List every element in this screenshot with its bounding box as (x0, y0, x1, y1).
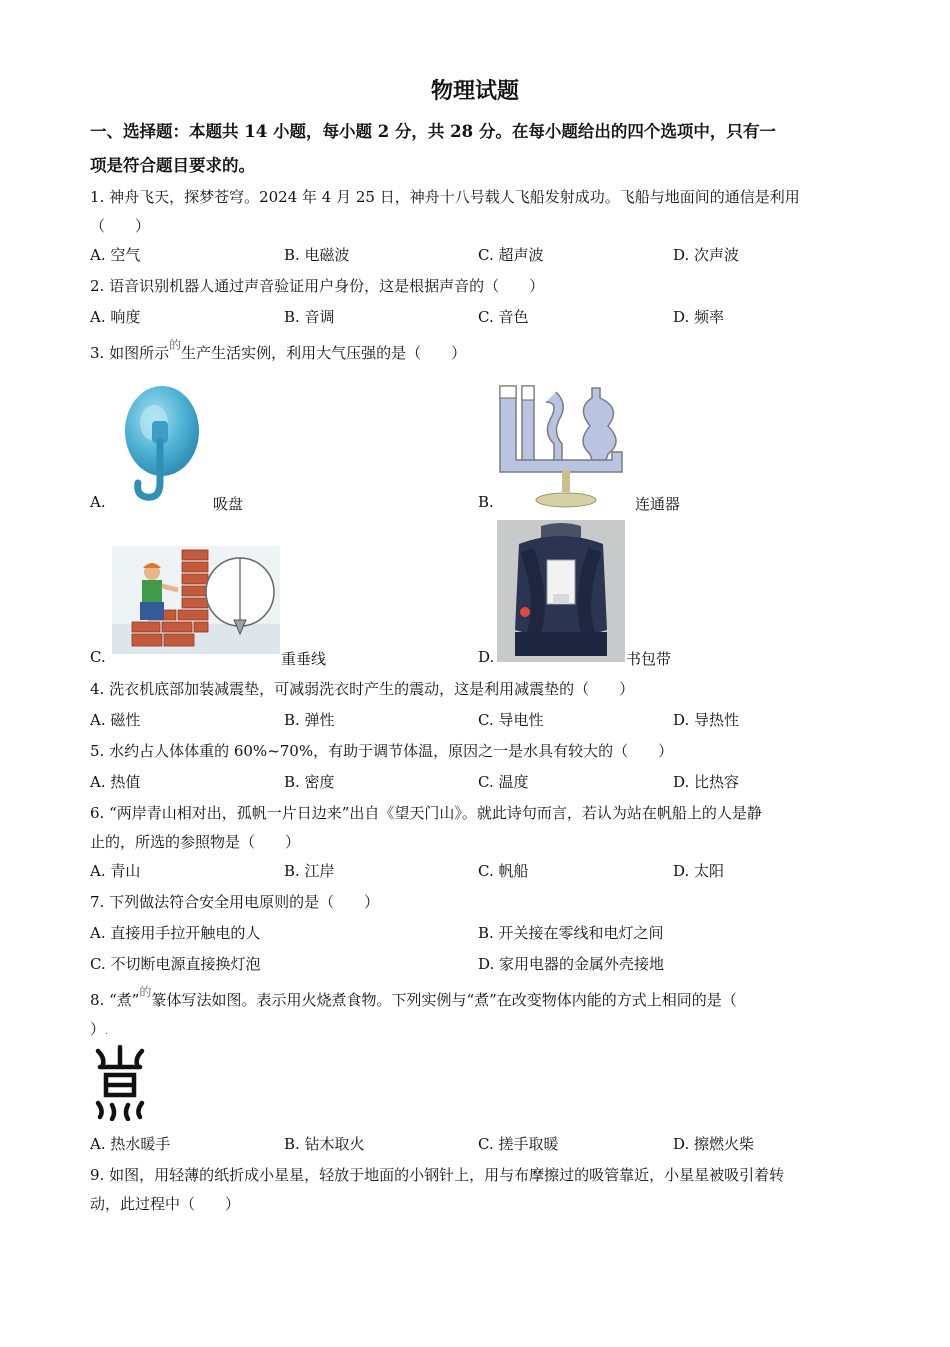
q5-option-c[interactable]: C. 温度 (478, 773, 529, 791)
q7-option-c[interactable]: C. 不切断电源直接换灯泡 (90, 955, 261, 973)
q8-text-pre: 8. “煮” (90, 991, 140, 1009)
q5-option-a[interactable]: A. 热值 (90, 773, 141, 791)
q3-option-c-caption: 重垂线 (281, 650, 327, 668)
question-2-text: 2. 语音识别机器人通过声音验证用户身份，这是根据声音的（ ） (90, 277, 545, 295)
q2-option-c[interactable]: C. 音色 (478, 308, 529, 326)
q1-option-c[interactable]: C. 超声波 (478, 246, 544, 264)
question-9-text: 9. 如图，用轻薄的纸折成小星星，轻放于地面的小钢针上，用与布摩擦过的吸管靠近，小星星被吸引着转 (90, 1166, 785, 1184)
q8-option-b[interactable]: B. 钻木取火 (284, 1135, 365, 1153)
q8-dot: . (105, 1026, 109, 1037)
question-8-text (90, 985, 737, 1010)
communicating-vessels-image (496, 382, 636, 509)
q7-option-b[interactable]: B. 开关接在零线和电灯之间 (478, 924, 664, 942)
q8-option-c[interactable]: C. 搓手取暖 (478, 1135, 559, 1153)
question-7-text: 7. 下列做法符合安全用电原则的是（ ） (90, 893, 380, 911)
question-6-text: 6. “两岸青山相对出，孤帆一片日边来”出自《望天门山》。就此诗句而言，若认为站在帆船上的人是静 (90, 804, 762, 822)
q1-option-b[interactable]: B. 电磁波 (284, 246, 350, 264)
q7-option-d[interactable]: D. 家用电器的金属外壳接地 (478, 955, 665, 973)
q8-text-post: 篆体写法如图。表示用火烧煮食物。下列实例与“煮”在改变物体内能的方式上相同的是（ (151, 991, 737, 1009)
q3-option-d-caption: 书包带 (626, 650, 672, 668)
q8-option-a[interactable]: A. 热水暖手 (90, 1135, 171, 1153)
q2-option-d[interactable]: D. 频率 (673, 308, 725, 326)
question-5-text: 5. 水约占人体体重的 60%~70%，有助于调节体温，原因之一是水具有较大的（ ） (90, 742, 674, 760)
q1-option-a[interactable]: A. 空气 (90, 246, 141, 264)
q2-option-a[interactable]: A. 响度 (90, 308, 141, 326)
q3-option-a-letter[interactable]: A. (90, 493, 106, 511)
q3-option-c-letter[interactable]: C. (90, 648, 106, 666)
question-6-text-line2: 止的，所选的参照物是（ ） (90, 833, 301, 851)
q4-option-b[interactable]: B. 弹性 (284, 711, 335, 729)
q6-option-a[interactable]: A. 青山 (90, 862, 141, 880)
q3-option-d-letter[interactable]: D. (478, 648, 495, 666)
section-heading-line1: 一、选择题：本题共 14 小题，每小题 2 分，共 28 分。在每小题给出的四个选项中，只有一 (90, 122, 776, 141)
q6-option-c[interactable]: C. 帆船 (478, 862, 529, 880)
q3-option-b-letter[interactable]: B. (478, 493, 494, 511)
q6-option-b[interactable]: B. 江岸 (284, 862, 335, 880)
q5-option-b[interactable]: B. 密度 (284, 773, 335, 791)
q3-text-post: 生产生活实例，利用大气压强的是（ ） (181, 344, 467, 362)
q1-option-d[interactable]: D. 次声波 (673, 246, 740, 264)
q4-option-a[interactable]: A. 磁性 (90, 711, 141, 729)
backpack-image (497, 520, 625, 662)
question-8-text-line2 (90, 1018, 108, 1039)
q2-option-b[interactable]: B. 音调 (284, 308, 335, 326)
suction-cup-image (122, 383, 204, 503)
question-3-text (90, 338, 467, 363)
question-1-text: 1. 神舟飞天，探梦苍穹。2024 年 4 月 25 日，神舟十八号载人飞船发射成功。飞船与地面间的通信是利用 (90, 188, 800, 206)
q8-bracket-close: ） (90, 1020, 106, 1038)
q4-option-d[interactable]: D. 导热性 (673, 711, 740, 729)
q3-option-b-caption: 连通器 (635, 495, 681, 513)
page-title: 物理试题 (430, 78, 519, 104)
q4-option-c[interactable]: C. 导电性 (478, 711, 544, 729)
q7-option-a[interactable]: A. 直接用手拉开触电的人 (90, 924, 261, 942)
q3-text-pre: 3. 如图所示 (90, 344, 170, 362)
question-1-bracket: （ ） (90, 217, 151, 235)
q6-option-d[interactable]: D. 太阳 (673, 862, 725, 880)
question-9-text-line2: 动，此过程中（ ） (90, 1195, 241, 1213)
q3-option-a-caption: 吸盘 (213, 495, 244, 513)
q3-superscript-mark: 的 (169, 338, 182, 352)
q8-option-d[interactable]: D. 擦燃火柴 (673, 1135, 755, 1153)
q8-superscript-mark: 的 (139, 985, 152, 999)
plumb-line-image (112, 546, 280, 654)
section-heading-line2: 项是符合题目要求的。 (90, 156, 255, 175)
seal-script-zhu-character (92, 1045, 148, 1121)
q5-option-d[interactable]: D. 比热容 (673, 773, 740, 791)
question-4-text: 4. 洗衣机底部加装减震垫，可减弱洗衣时产生的震动，这是利用减震垫的（ ） (90, 680, 635, 698)
